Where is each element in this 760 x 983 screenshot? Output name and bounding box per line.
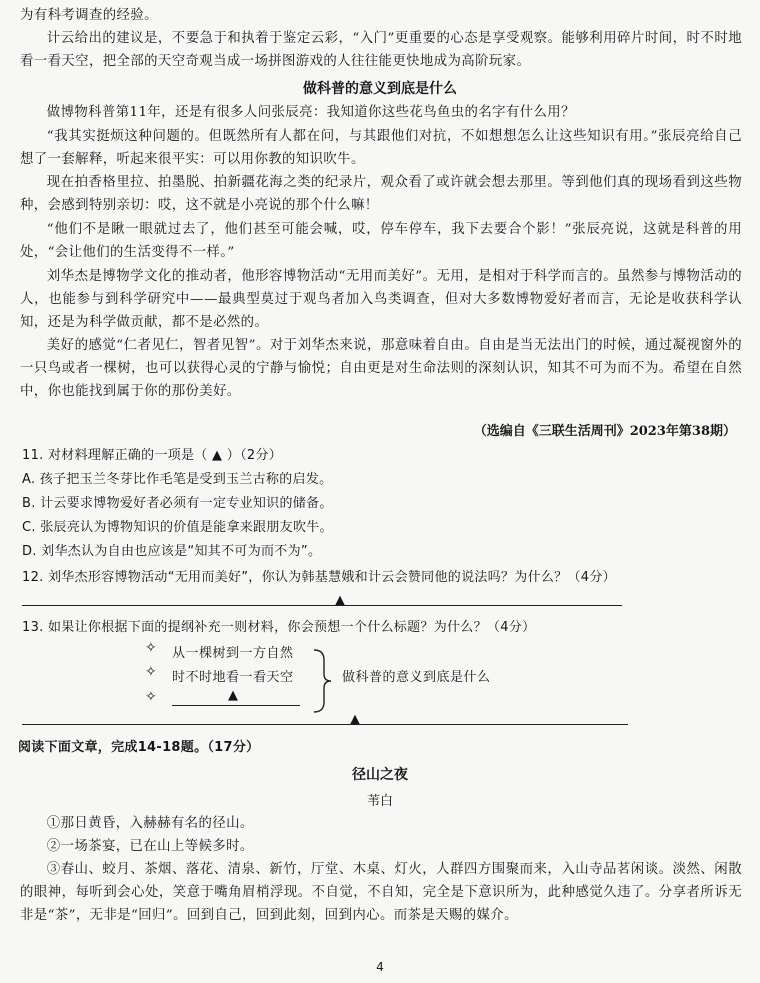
essay-author: 苇白 bbox=[366, 794, 393, 809]
paragraph-3: 现在拍香格里拉、拍墨脱、拍新疆花海之类的纪录片，观众看了或许就会想去那里。等到他们真的现场看到这些物种，会感到特别亲切：哎，这不就是小亮说的那个什么嘛！ bbox=[20, 175, 742, 213]
essay-paragraph-2: ②一场茶宴，已在山上等候多时。 bbox=[46, 839, 254, 854]
outline-right-title: 做科普的意义到底是什么 bbox=[342, 670, 491, 685]
question-11-option-b: B. 计云要求博物爱好者必须有一定专业知识的储备。 bbox=[22, 496, 333, 511]
paragraph-2: “我其实挺烦这种问题的。但既然所有人都在问，与其跟他们对抗，不如想想怎么让这些知识有用。”张辰亮给自己想了一套解释，听起来很平实：可以用你教的知识吹牛。 bbox=[20, 129, 742, 167]
reading-instruction: 阅读下面文章，完成14-18题。（17分） bbox=[18, 740, 260, 755]
outline-item-1: 从一棵树到一方自然 bbox=[172, 646, 294, 661]
paragraph-1: 做博物科普第11年，还是有很多人问张辰亮：我知道你这些花鸟鱼虫的名字有什么用？ bbox=[46, 105, 575, 120]
source-citation: （选编自《三联生活周刊》2023年第38期） bbox=[473, 424, 736, 439]
outline-item-2: 时不时地看一看天空 bbox=[172, 670, 294, 685]
question-11-stem: 11. 对材料理解正确的一项是（ ▲ ）（2分） bbox=[22, 448, 283, 463]
essay-paragraph-3: ③春山、蛟月、茶烟、落花、清泉、新竹，厅堂、木桌、灯火，人群四方围聚而来，入山寺品茗闲谈。淡然、闲散的眼神，每听到会心处，笑意于嘴角眉梢浮现。不自觉，不自知，完全是下意识所为，此种感觉久违了。分享者所诉无非是“茶”，无非是“回归”。回到自己，回到此刻，回到内心。而茶是天赐的媒介。 bbox=[20, 862, 742, 923]
answer-line-12[interactable] bbox=[22, 605, 622, 606]
section-title: 做科普的意义到底是什么 bbox=[303, 81, 457, 97]
paragraph-jiyun-advice: 计云给出的建议是，不要急于和执着于鉴定云彩，“入门”更重要的心态是享受观察。能够利用碎片时间，时不时地看一看天空，把全部的天空奇观当成一场拼图游戏的人往往能更快地成为高阶玩家。 bbox=[20, 31, 742, 69]
page-number: 4 bbox=[376, 960, 384, 974]
outline-bullet-1: ✧ bbox=[145, 640, 157, 656]
outline-bullet-2: ✧ bbox=[145, 664, 157, 680]
paragraph-4: “他们不是瞅一眼就过去了，他们甚至可能会喊，哎，停车停车，我下去要合个影！”张辰亮说，这就是科普的用处，“会让他们的生活变得不一样。” bbox=[20, 222, 742, 260]
paragraph-continued: 为有科考调查的经验。 bbox=[20, 8, 158, 23]
paragraph-6: 美好的感觉“仁者见仁，智者见智”。对于刘华杰来说，那意味着自由。自由是当无法出门的时候，通过凝视窗外的一只鸟或者一棵树，也可以获得心灵的宁静与愉悦；自由更是对生命法则的深刻认识，知其不可为而不为。希望在自然中，你也能找到属于你的那份美好。 bbox=[20, 338, 742, 399]
question-11-option-a: A. 孩子把玉兰冬芽比作毛笔是受到玉兰古称的启发。 bbox=[22, 472, 333, 487]
outline-brace bbox=[310, 648, 334, 714]
outline-bullet-3: ✧ bbox=[145, 689, 157, 705]
question-11-option-c: C. 张辰亮认为博物知识的价值是能拿来跟朋友吹牛。 bbox=[22, 520, 333, 535]
question-11-option-d: D. 刘华杰认为自由也应该是“知其不可为而不为”。 bbox=[22, 544, 322, 559]
outline-blank-line[interactable] bbox=[172, 705, 300, 706]
question-13-stem: 13. 如果让你根据下面的提纲补充一则材料，你会预想一个什么标题？为什么？（4分） bbox=[22, 620, 536, 635]
paragraph-5: 刘华杰是博物学文化的推动者，他形容博物活动“无用而美好”。无用，是相对于科学而言的。虽然参与博物活动的人，也能参与到科学研究中——最典型莫过于观鸟者加入鸟类调查，但对大多数博物爱好者而言，无论是收获科学认知，还是为科学做贡献，都不是必然的。 bbox=[20, 269, 742, 330]
answer-mark-13: ▲ bbox=[350, 712, 360, 727]
answer-mark-13-blank: ▲ bbox=[228, 688, 238, 703]
answer-line-13[interactable] bbox=[22, 724, 628, 725]
essay-title: 径山之夜 bbox=[352, 767, 408, 783]
answer-mark-12: ▲ bbox=[335, 593, 345, 608]
essay-paragraph-1: ①那日黄昏，入赫赫有名的径山。 bbox=[46, 816, 254, 831]
question-12-stem: 12. 刘华杰形容博物活动“无用而美好”，你认为韩基慧娥和计云会赞同他的说法吗？为什么？（4分） bbox=[22, 570, 616, 585]
